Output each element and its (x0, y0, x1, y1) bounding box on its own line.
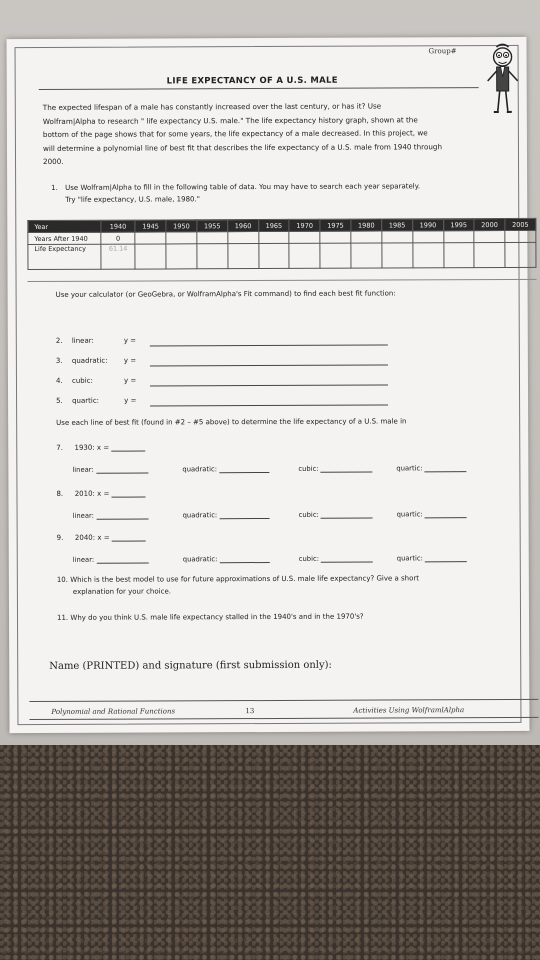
model-label: cubic: (298, 554, 320, 563)
year-cell: 1960 (228, 220, 259, 232)
fit-quartic (56, 395, 456, 409)
life-expectancy-cell[interactable] (166, 244, 197, 269)
year-cell: 1980 (351, 219, 382, 231)
evaluation-2040 (57, 531, 497, 542)
year-cell: 2005 (505, 218, 536, 230)
intro-line: bottom of the page shows that for some years, the life expectancy of a male decreased. In this project, we (42, 128, 428, 139)
year-cell: 1955 (197, 220, 228, 232)
years-after-cell[interactable] (135, 232, 166, 244)
year-cell: 1950 (166, 220, 197, 232)
year-cell: 1995 (443, 219, 474, 231)
model-cubic (298, 464, 372, 473)
question-number: 5. (56, 396, 63, 405)
life-expectancy-cell: 61.14 (101, 244, 136, 269)
background-carpet (0, 745, 540, 960)
fit-label: quartic: (72, 396, 100, 405)
evaluation-x-equals: x = (96, 443, 110, 452)
answer-blank[interactable] (219, 510, 269, 519)
question-number: 8. (56, 489, 64, 498)
evaluation-instruction: Use each line of best fit (found in #2 – #5 above) to determine the life expectancy of a U.S. male in (56, 417, 407, 427)
life-expectancy-cell[interactable] (351, 243, 382, 268)
question-number: 4. (55, 376, 63, 385)
model-linear (72, 465, 148, 474)
evaluation-2010 (56, 487, 496, 498)
question-10 (57, 572, 497, 598)
question-number: 9. (56, 533, 64, 542)
model-answers-1930 (72, 463, 492, 477)
question-number: 10. (56, 575, 69, 584)
fit-label: quadratic: (71, 356, 108, 365)
answer-blank[interactable] (425, 509, 467, 518)
fit-y-equals: y = (123, 376, 137, 385)
question-1 (51, 180, 501, 206)
year-cell: 1940 (101, 220, 135, 232)
footer-series-title: Activities Using WolframlAlpha (353, 706, 465, 715)
model-label: quartic: (396, 554, 423, 563)
fit-y-equals: y = (124, 396, 137, 405)
answer-blank[interactable] (321, 510, 373, 519)
life-expectancy-cell[interactable] (289, 243, 320, 268)
life-expectancy-cell[interactable] (474, 242, 505, 267)
model-quartic (397, 509, 467, 518)
years-after-cell[interactable] (320, 231, 351, 243)
evaluation-x-equals: x = (97, 533, 110, 542)
question-text: explanation for your choice. (72, 587, 171, 596)
model-label: quadratic: (182, 511, 218, 520)
row-label-life-expectancy: Life Expectancy (28, 244, 101, 269)
model-cubic (299, 510, 373, 519)
answer-blank[interactable] (425, 463, 467, 472)
evaluation-year: 1930: (74, 443, 95, 452)
year-cell: 1985 (382, 219, 413, 231)
question-number: 7. (56, 443, 63, 452)
years-after-cell[interactable] (382, 231, 413, 243)
life-expectancy-cell[interactable] (320, 243, 351, 268)
model-linear (73, 555, 149, 564)
answer-line[interactable] (150, 404, 388, 406)
question-text: Use Wolfram|Alpha to fill in the following table of data. You may have to search each year separately. (65, 182, 421, 192)
model-label: quartic: (396, 464, 423, 473)
page-title: LIFE EXPECTANCY OF A U.S. MALE (166, 75, 338, 87)
model-quadratic (183, 510, 270, 519)
row-label-year: Year (28, 220, 101, 232)
model-linear (73, 511, 149, 520)
answer-blank[interactable] (219, 464, 269, 473)
life-expectancy-cell[interactable] (413, 243, 444, 268)
footer-page-number: 13 (245, 707, 255, 716)
answer-blank[interactable] (96, 465, 148, 474)
life-expectancy-cell[interactable] (382, 243, 413, 268)
model-quartic (396, 463, 466, 472)
footer-book-title: Polynomial and Rational Functions (51, 707, 176, 716)
fit-label: linear: (71, 336, 94, 345)
fit-y-equals: y = (123, 356, 137, 365)
intro-line: 2000. (43, 156, 64, 166)
year-cell: 1970 (289, 219, 320, 231)
calculator-instruction: Use your calculator (or GeoGebra, or WolframAlpha's Fit command) to find each best fit function: (55, 289, 396, 299)
model-label: linear: (72, 555, 95, 564)
years-after-cell[interactable] (505, 230, 536, 242)
answer-blank[interactable] (96, 511, 148, 520)
evaluation-x-equals: x = (97, 489, 110, 498)
year-cell: 2000 (474, 218, 505, 230)
model-label: quadratic: (182, 555, 218, 564)
question-text: Why do you think U.S. male life expectancy stalled in the 1940's and in the 1970's? (70, 612, 364, 622)
answer-blank[interactable] (425, 553, 467, 562)
fit-y-equals: y = (123, 336, 137, 345)
intro-line: will determine a polynomial line of best fit that describes the life expectancy of a U.S. male from 1940 through (42, 141, 443, 153)
years-after-cell[interactable] (197, 232, 228, 244)
intro-paragraph (43, 99, 513, 169)
answer-blank[interactable] (321, 554, 373, 563)
life-expectancy-cell[interactable] (443, 243, 474, 268)
question-text: Which is the best model to use for future approximations of U.S. male life expectancy? Give a short (70, 574, 420, 584)
years-after-cell[interactable] (289, 231, 320, 243)
name-signature-line: Name (PRINTED) and signature (first submission only): (49, 659, 332, 672)
model-label: quartic: (396, 510, 423, 519)
answer-blank[interactable] (321, 464, 373, 473)
answer-blank[interactable] (112, 533, 146, 542)
years-after-cell[interactable] (351, 231, 382, 243)
intro-line: Wolfram|Alpha to research " life expectancy U.S. male." The life expectancy history graph, shown at the (42, 114, 418, 126)
model-label: cubic: (298, 510, 319, 519)
question-hint: Try "life expectancy, U.S. male, 1980." (65, 195, 200, 204)
answer-blank[interactable] (112, 489, 146, 498)
fit-label: cubic: (71, 376, 93, 385)
fit-cubic (56, 375, 456, 389)
answer-line[interactable] (150, 344, 388, 346)
year-cell: 1990 (413, 219, 444, 231)
model-quartic (397, 553, 467, 562)
years-after-cell: 0 (101, 232, 135, 244)
model-label: linear: (72, 465, 94, 474)
data-table (27, 218, 536, 270)
life-expectancy-cell[interactable] (505, 242, 536, 267)
question-number: 11. (56, 613, 69, 622)
years-after-cell[interactable] (413, 231, 444, 243)
group-number-label: Group# (428, 47, 457, 56)
years-after-cell[interactable] (474, 230, 505, 242)
intro-line: The expected lifespan of a male has constantly increased over the last century, or has it? Use (42, 101, 382, 112)
evaluation-year: 2010: (74, 489, 95, 498)
model-answers-2010 (73, 509, 493, 523)
model-label: cubic: (298, 464, 319, 473)
answer-blank[interactable] (220, 554, 270, 563)
year-cell: 1975 (320, 219, 351, 231)
years-after-cell[interactable] (259, 231, 290, 243)
question-number: 1. (51, 183, 58, 192)
evaluation-1930 (56, 441, 496, 452)
worksheet-page (6, 37, 529, 733)
model-quadratic (182, 464, 269, 473)
evaluation-year: 2040: (74, 533, 96, 542)
answer-blank[interactable] (96, 555, 148, 564)
model-label: quadratic: (182, 465, 218, 474)
model-quadratic (183, 554, 270, 563)
question-number: 2. (55, 336, 63, 345)
life-expectancy-cell[interactable] (228, 244, 259, 269)
years-after-cell[interactable] (443, 231, 474, 243)
life-expectancy-cell[interactable] (135, 244, 166, 269)
years-after-cell[interactable] (166, 232, 197, 244)
year-cell: 1945 (135, 220, 166, 232)
table-row-life-expectancy (28, 242, 536, 269)
question-number: 3. (55, 356, 63, 365)
model-cubic (299, 554, 373, 563)
answer-blank[interactable] (111, 443, 145, 452)
life-expectancy-cell[interactable] (197, 244, 228, 269)
year-cell: 1965 (258, 219, 289, 231)
model-answers-2040 (73, 553, 493, 567)
fit-linear (56, 335, 456, 349)
model-label: linear: (72, 511, 94, 520)
years-after-cell[interactable] (228, 232, 259, 244)
life-expectancy-cell[interactable] (259, 243, 290, 268)
fit-quadratic (56, 355, 456, 369)
row-label-years-after: Years After 1940 (28, 232, 101, 244)
answer-line[interactable] (150, 384, 388, 386)
answer-line[interactable] (150, 364, 388, 366)
question-11 (57, 610, 497, 624)
